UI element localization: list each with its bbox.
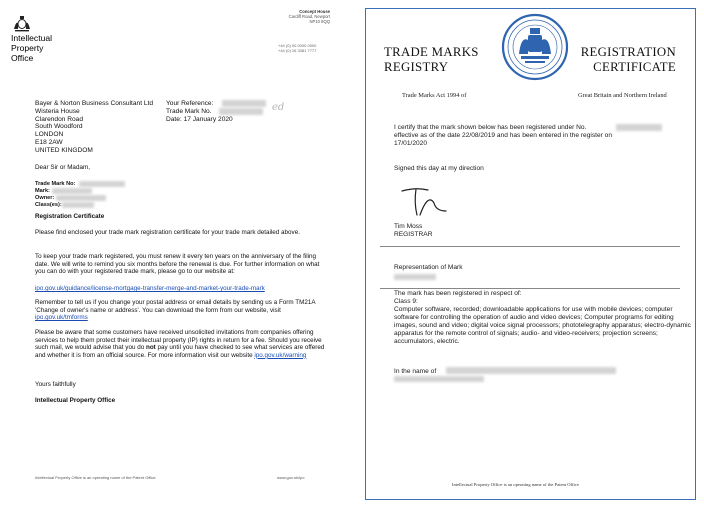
paragraph-renewal: To keep your trade mark registered, you must renew it every ten years on the anniversary of the filing date. We will write to remind you six months before the renewal is due. For further information on what you can do with your registered trade mark, please go to our website at: xyxy=(35,253,320,276)
royal-seal-icon xyxy=(501,12,569,82)
letter-footer: Intellectual Property Office is an operating name of the Patent Office xyxy=(35,475,156,480)
letter-heading: Registration Certificate xyxy=(35,213,105,220)
divider-top xyxy=(380,246,680,247)
ipo-logo-text: Intellectual Property Office xyxy=(11,33,53,63)
tmforms-link[interactable]: ipo.gov.uk/tmforms xyxy=(35,314,88,322)
recipient-address: Bayer & Norton Business Consultant Ltd Wisteria House Clarendon Road South Woodford LONDON E18 2AW UNITED KINGDOM xyxy=(35,100,154,154)
registrar-name: Tim Moss REGISTRAR xyxy=(394,223,433,238)
redacted-reference xyxy=(222,100,266,107)
footer-website: www.gov.uk/ipo xyxy=(277,475,305,480)
redacted-mark xyxy=(52,188,92,194)
redacted-owner-name xyxy=(446,367,616,374)
title-right: REGISTRATION CERTIFICATE xyxy=(580,45,676,74)
certify-statement: I certify that the mark shown below has been registered under No. effective as of the date 22/08/2019 and has been entered in the register on 17/01/2020 xyxy=(394,124,612,147)
redacted-mark-representation xyxy=(394,274,436,280)
redacted-owner xyxy=(56,195,106,201)
registrar-signature xyxy=(398,183,462,219)
redacted-trade-mark-number xyxy=(219,108,263,115)
guidance-link[interactable]: ipo.gov.uk/guidance/license-mortgage-transfer-merge-and-market-your-trade-mark xyxy=(35,285,265,292)
divider-bottom xyxy=(380,288,680,289)
signoff: Intellectual Property Office xyxy=(35,397,116,404)
paragraph-warning: Please be aware that some customers have received unsolicited invitations from companies offering services to help them protect their intellectual property (IP) rights in return for a fee. Should you receive such mail, we would advise that you do not pay until you have checked to see what services are offered and whether it is from an official source. For more information visit our website ipo.gov.uk/warning xyxy=(35,329,325,359)
contact-numbers: +44 (0) 00 0000 0000 +44 (0) 16 3381 7777 xyxy=(278,43,317,54)
sender-address: Concept House Cardiff Road, Newport NP10 8QQ xyxy=(288,9,330,24)
goods-description: Computer software, recorded; downloadable applications for use with mobile devices; computer software for controlling the operation of audio and video devices; Computer programs for editing images, sound and video; digital voice signal processors; phototelegraphy apparatus; electro-dynamic apparatus for the remote control of signals; audio- and video-receivers; projection screens; accumulators, electric. xyxy=(394,306,691,345)
redacted-registration-number xyxy=(616,124,662,131)
signed-statement: Signed this day at my direction xyxy=(394,165,484,172)
registration-certificate xyxy=(362,8,704,502)
paragraph-enclosed: Please find enclosed your trade mark registration certificate for your trade mark detailed above. xyxy=(35,229,300,236)
redacted-owner-address xyxy=(394,376,484,382)
handwritten-note: ed xyxy=(272,102,285,113)
redacted-tm-number xyxy=(79,181,125,187)
territory-label: Great Britain and Northern Ireland xyxy=(578,92,667,99)
trade-mark-fields: Trade Mark No: Mark: Owner: Class(es): xyxy=(35,181,76,208)
reference-block: Your Reference: Trade Mark No. Date: 17 January 2020 xyxy=(166,100,233,123)
certificate-footer: Intellectual Property Office is an operating name of the Patent Office xyxy=(452,482,579,487)
class-label: Class 9: xyxy=(394,298,418,305)
representation-label: Representation of Mark xyxy=(394,264,463,271)
warning-link[interactable]: ipo.gov.uk/warning xyxy=(254,351,307,359)
title-left: TRADE MARKS REGISTRY xyxy=(384,45,479,74)
owner-label: In the name of xyxy=(394,368,437,375)
redacted-classes xyxy=(62,202,94,208)
paragraph-change-details: Remember to tell us if you change your postal address or email details by sending us a Form TM21A 'Change of owner's name or address'. You can download the form from our website, visit ipo.gov.uk/tmforms xyxy=(35,299,316,322)
royal-crest-icon xyxy=(11,15,33,33)
salutation: Dear Sir or Madam, xyxy=(35,164,90,171)
closing: Yours faithfully xyxy=(35,381,76,388)
act-label: Trade Marks Act 1994 of xyxy=(402,92,467,99)
registered-in-respect: The mark has been registered in respect of: xyxy=(394,290,522,297)
